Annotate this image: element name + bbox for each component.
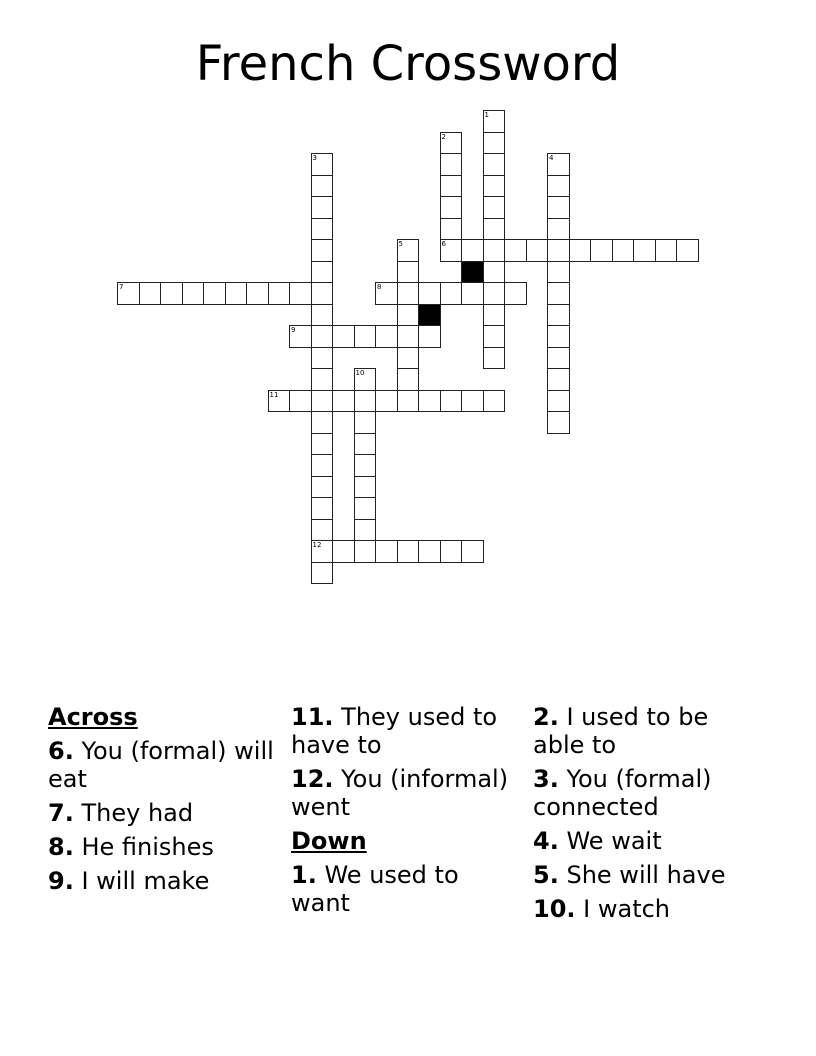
grid-cell[interactable]	[397, 282, 420, 305]
grid-cell[interactable]	[311, 368, 334, 391]
grid-cell[interactable]	[547, 347, 570, 370]
grid-cell[interactable]	[440, 175, 463, 198]
grid-cell[interactable]	[397, 347, 420, 370]
grid-cell[interactable]	[354, 325, 377, 348]
grid-cell[interactable]	[397, 261, 420, 284]
grid-cell[interactable]	[547, 196, 570, 219]
clue-text: You (informal) went	[291, 765, 509, 821]
across-clue-8	[48, 833, 280, 861]
grid-cell[interactable]	[160, 282, 183, 305]
down-clue-4	[533, 827, 765, 855]
grid-cell[interactable]	[268, 390, 291, 413]
grid-cell[interactable]	[375, 282, 398, 305]
down-clue-1	[291, 861, 523, 917]
grid-cell[interactable]	[547, 304, 570, 327]
clue-text: They used to have to	[291, 703, 498, 759]
grid-cell[interactable]	[397, 540, 420, 563]
grid-cell[interactable]	[311, 411, 334, 434]
clue-text: I watch	[583, 895, 671, 923]
page-title: French Crossword	[195, 36, 621, 92]
clue-number-label: 5	[398, 240, 403, 248]
clue-number-label: 1	[484, 111, 489, 119]
grid-cell[interactable]	[633, 239, 656, 262]
clue-number: 3.	[533, 765, 559, 793]
clue-text: You (formal) will eat	[48, 737, 274, 793]
grid-cell[interactable]	[332, 390, 355, 413]
grid-cell[interactable]	[311, 196, 334, 219]
grid-cell[interactable]	[375, 540, 398, 563]
grid-cell[interactable]	[418, 282, 441, 305]
grid-cell[interactable]	[311, 218, 334, 241]
grid-cell[interactable]	[483, 304, 506, 327]
grid-cell[interactable]	[483, 196, 506, 219]
clue-number-label: 9	[291, 326, 296, 334]
grid-cell[interactable]	[311, 454, 334, 477]
grid-cell[interactable]	[418, 325, 441, 348]
grid-cell[interactable]	[547, 175, 570, 198]
clue-text: We used to want	[291, 861, 459, 917]
grid-cell[interactable]	[418, 390, 441, 413]
grid-cell[interactable]	[440, 196, 463, 219]
grid-cell[interactable]	[375, 325, 398, 348]
grid-cell[interactable]	[483, 261, 506, 284]
clue-number: 4.	[533, 827, 559, 855]
grid-cell[interactable]	[440, 390, 463, 413]
grid-cell[interactable]	[483, 390, 506, 413]
grid-cell[interactable]	[225, 282, 248, 305]
clue-text: I will make	[81, 867, 210, 895]
grid-cell[interactable]	[311, 519, 334, 542]
grid-cell[interactable]	[311, 153, 334, 176]
clue-text: He finishes	[81, 833, 214, 861]
clue-column-1	[48, 703, 280, 901]
grid-cell[interactable]	[547, 411, 570, 434]
grid-cell[interactable]	[311, 175, 334, 198]
grid-cell[interactable]	[311, 433, 334, 456]
grid-cell[interactable]	[354, 368, 377, 391]
clue-number-label: 10	[355, 369, 365, 377]
grid-cell[interactable]	[289, 282, 312, 305]
grid-cell[interactable]	[311, 540, 334, 563]
grid-cell[interactable]	[311, 304, 334, 327]
grid-cell[interactable]	[203, 282, 226, 305]
grid-cell[interactable]	[311, 325, 334, 348]
down-clue-10	[533, 895, 765, 923]
grid-cell[interactable]	[354, 476, 377, 499]
grid-cell[interactable]	[418, 540, 441, 563]
grid-cell[interactable]	[289, 390, 312, 413]
grid-cell[interactable]	[655, 239, 678, 262]
grid-cell[interactable]	[354, 433, 377, 456]
grid-cell[interactable]	[311, 390, 334, 413]
grid-cell[interactable]	[139, 282, 162, 305]
clue-text: You (formal) connected	[533, 765, 712, 821]
clue-column-2	[291, 703, 523, 923]
grid-cell[interactable]	[117, 282, 140, 305]
clue-number: 7.	[48, 799, 74, 827]
grid-cell[interactable]	[483, 153, 506, 176]
grid-cell[interactable]	[483, 132, 506, 155]
grid-cell[interactable]	[440, 153, 463, 176]
grid-cell[interactable]	[547, 325, 570, 348]
grid-cell[interactable]	[311, 347, 334, 370]
grid-cell[interactable]	[440, 239, 463, 262]
clue-number-label: 11	[269, 390, 279, 399]
clue-number: 2.	[533, 703, 559, 731]
clue-text: They had	[81, 799, 194, 827]
grid-cell[interactable]	[289, 325, 312, 348]
grid-cell[interactable]	[440, 218, 463, 241]
grid-cell[interactable]	[397, 390, 420, 413]
across-clue-12	[291, 765, 523, 821]
grid-cell[interactable]	[676, 239, 699, 262]
clue-number: 8.	[48, 833, 74, 861]
clue-text: She will have	[566, 861, 726, 889]
clue-number: 5.	[533, 861, 559, 889]
grid-cell[interactable]	[397, 368, 420, 391]
across-clue-6	[48, 737, 280, 793]
clue-column-3	[533, 703, 765, 929]
grid-cell[interactable]	[526, 239, 549, 262]
grid-cell[interactable]	[440, 132, 463, 155]
grid-cell[interactable]	[311, 239, 334, 262]
clue-text: I used to be able to	[533, 703, 709, 759]
grid-cell[interactable]	[332, 325, 355, 348]
down-heading: Down	[291, 827, 367, 855]
grid-cell[interactable]	[440, 540, 463, 563]
grid-cell[interactable]	[461, 390, 484, 413]
grid-cell[interactable]	[354, 497, 377, 520]
grid-cell[interactable]	[461, 282, 484, 305]
grid-cell[interactable]	[354, 454, 377, 477]
clue-number-label: 7	[119, 283, 124, 291]
down-clue-3	[533, 765, 765, 821]
grid-cell[interactable]	[354, 390, 377, 413]
grid-cell[interactable]	[612, 239, 635, 262]
clue-number: 12.	[291, 765, 334, 793]
grid-cell[interactable]	[440, 282, 463, 305]
down-clue-5	[533, 861, 765, 889]
clue-number-label: 2	[441, 132, 446, 141]
grid-cell[interactable]	[311, 562, 334, 585]
grid-cell[interactable]	[311, 497, 334, 520]
clue-text: We wait	[566, 827, 662, 855]
grid-cell[interactable]	[547, 368, 570, 391]
grid-cell[interactable]	[547, 282, 570, 305]
grid-cell[interactable]	[461, 239, 484, 262]
grid-cell[interactable]	[461, 540, 484, 563]
grid-cell[interactable]	[547, 261, 570, 284]
grid-cell[interactable]	[246, 282, 269, 305]
grid-cell[interactable]	[397, 304, 420, 327]
blocked-cell	[418, 304, 441, 327]
grid-cell[interactable]	[504, 239, 527, 262]
grid-cell[interactable]	[375, 390, 398, 413]
grid-cell[interactable]	[547, 218, 570, 241]
grid-cell[interactable]	[483, 239, 506, 262]
grid-cell[interactable]	[547, 239, 570, 262]
grid-cell[interactable]	[483, 325, 506, 348]
grid-cell[interactable]	[504, 282, 527, 305]
grid-cell[interactable]	[483, 282, 506, 305]
across-clue-11	[291, 703, 523, 759]
grid-cell[interactable]	[397, 325, 420, 348]
grid-cell[interactable]	[590, 239, 613, 262]
grid-cell[interactable]	[354, 519, 377, 542]
grid-cell[interactable]	[569, 239, 592, 262]
grid-cell[interactable]	[483, 347, 506, 370]
clue-number-label: 8	[377, 283, 382, 291]
across-clue-9	[48, 867, 280, 895]
grid-cell[interactable]	[397, 239, 420, 262]
across-clue-7	[48, 799, 280, 827]
grid-cell[interactable]	[483, 218, 506, 241]
clue-number-label: 12	[312, 541, 322, 549]
grid-cell[interactable]	[268, 282, 291, 305]
clue-number-label: 4	[549, 154, 554, 162]
clue-number: 1.	[291, 861, 317, 889]
clue-number: 9.	[48, 867, 74, 895]
grid-cell[interactable]	[483, 110, 506, 133]
grid-cell[interactable]	[354, 540, 377, 563]
clue-number-label: 3	[312, 154, 317, 162]
grid-cell[interactable]	[311, 476, 334, 499]
grid-cell[interactable]	[354, 411, 377, 434]
grid-cell[interactable]	[483, 175, 506, 198]
grid-cell[interactable]	[311, 261, 334, 284]
blocked-cell	[461, 261, 484, 284]
grid-cell[interactable]	[547, 153, 570, 176]
clue-number-label: 6	[441, 240, 446, 248]
clue-number: 10.	[533, 895, 576, 923]
down-clue-2	[533, 703, 765, 759]
across-heading: Across	[48, 703, 138, 731]
clue-number: 11.	[291, 703, 334, 731]
grid-cell[interactable]	[547, 390, 570, 413]
clue-number: 6.	[48, 737, 74, 765]
grid-cell[interactable]	[332, 540, 355, 563]
grid-cell[interactable]	[311, 282, 334, 305]
grid-cell[interactable]	[182, 282, 205, 305]
